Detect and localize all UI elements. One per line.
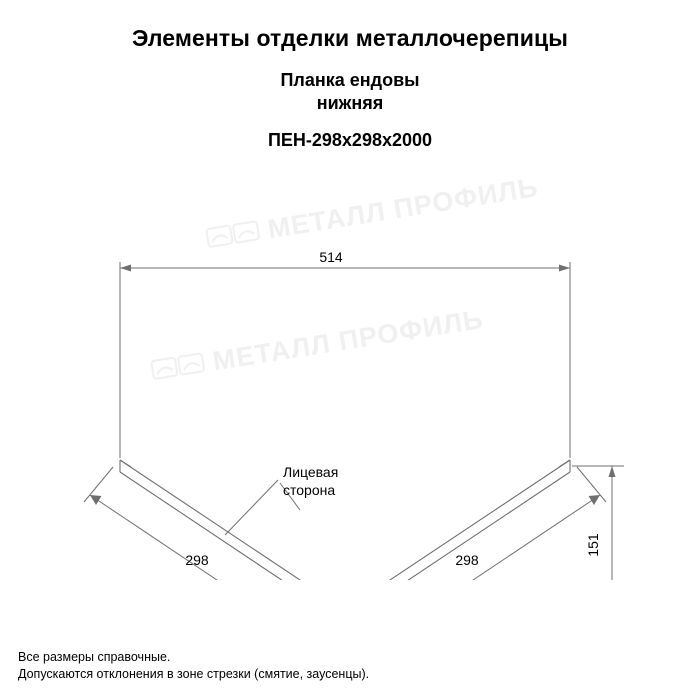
dimension-label-height: 151 (585, 533, 601, 557)
face-label-line1: Лицевая (283, 464, 339, 480)
dimension-label-left-flange: 298 (185, 552, 209, 568)
watermark-text: МЕТАЛЛ ПРОФИЛЬ (210, 303, 486, 377)
technical-drawing (0, 180, 700, 580)
footnote-line-2: Допускаются отклонения в зоне стрезки (смятие, заусенцы). (18, 667, 370, 681)
dimension-right-flange (359, 467, 606, 580)
footnotes (18, 649, 369, 683)
product-name-line1: Планка ендовы (280, 70, 420, 90)
dimension-total-width (120, 262, 570, 458)
face-label-line2: сторона (283, 482, 336, 498)
dimension-label-total-width: 514 (319, 249, 343, 265)
page-title: Элементы отделки металлочерепицы (131, 25, 568, 51)
title-block (0, 24, 700, 152)
footnote-line-1: Все размеры справочные. (18, 650, 171, 664)
article-code: ПЕН-298x298x2000 (267, 130, 433, 150)
watermark-text: МЕТАЛЛ ПРОФИЛЬ (265, 171, 541, 245)
dimension-height (359, 466, 624, 580)
product-name-line2: нижняя (316, 93, 384, 113)
dimension-label-right-flange: 298 (455, 552, 479, 568)
